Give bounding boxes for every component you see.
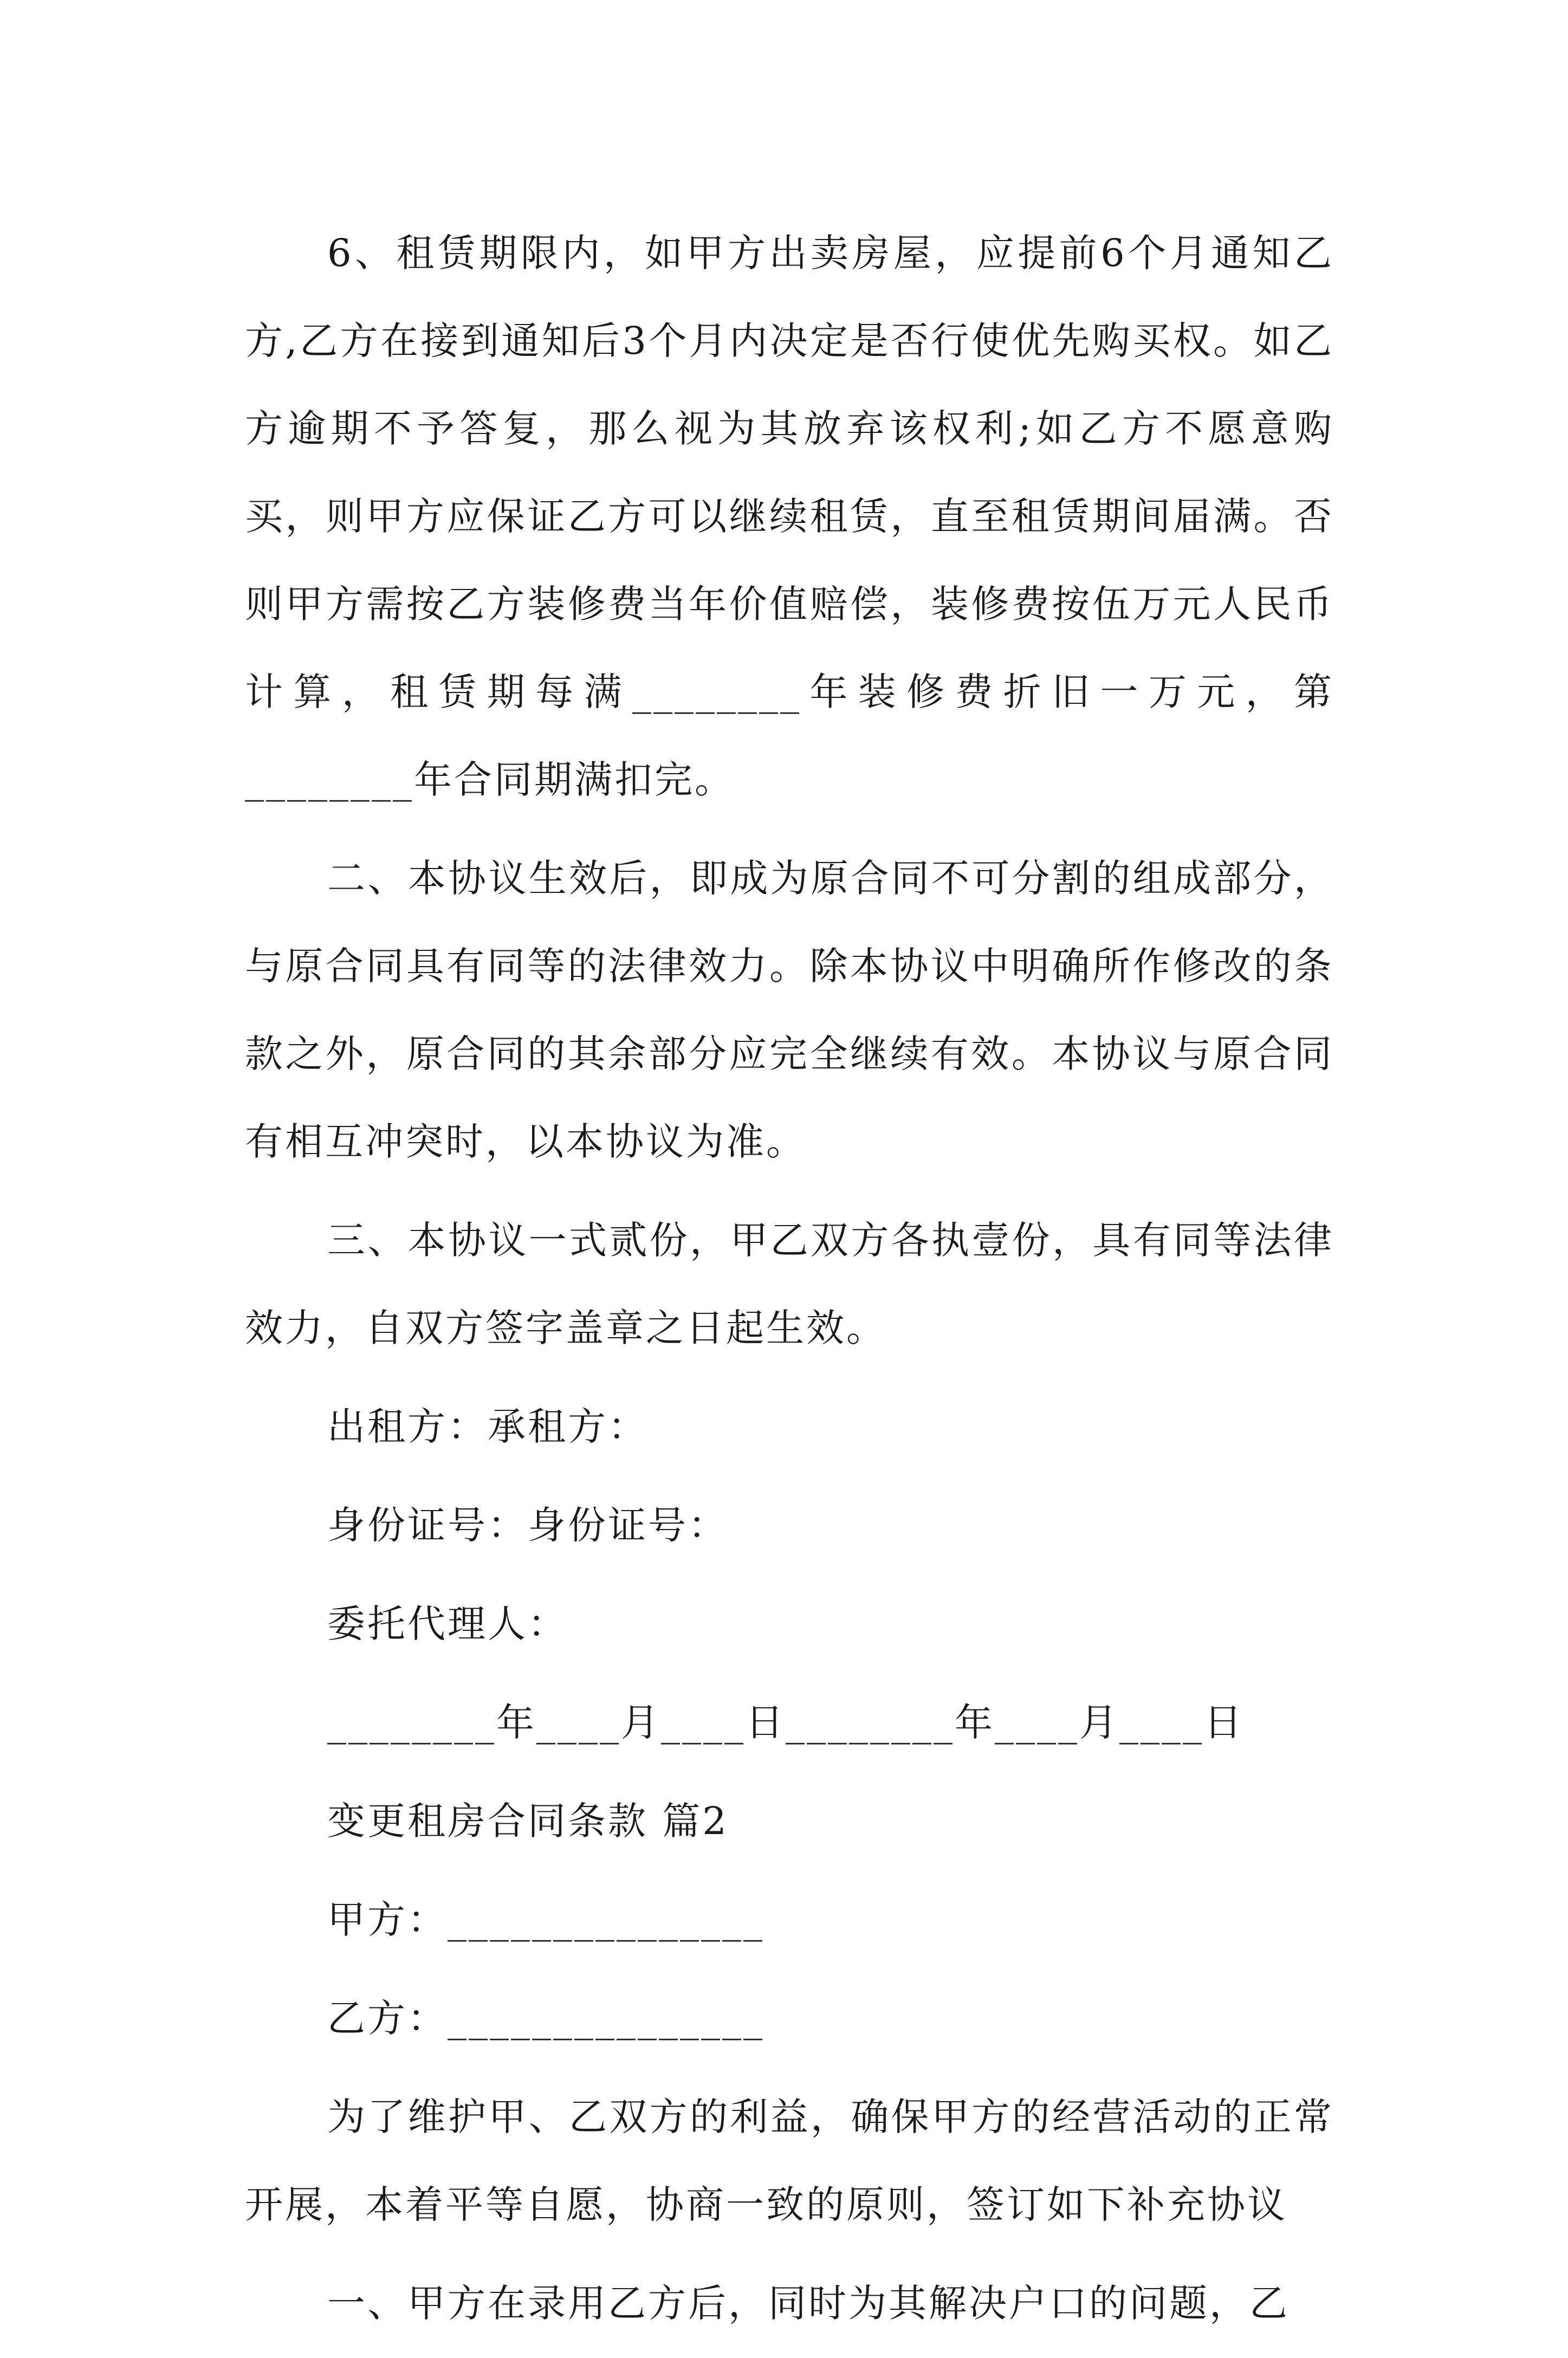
preamble-paragraph: 为了维护甲、乙双方的利益，确保甲方的经营活动的正常开展，本着平等自愿，协商一致的原则，签订如下补充协议 bbox=[245, 2095, 1334, 2227]
id-number-line: 身份证号：身份证号： bbox=[327, 1503, 728, 1547]
agent-line: 委托代理人： bbox=[327, 1602, 568, 1646]
clause-2-paragraph: 二、本协议生效后，即成为原合同不可分割的组成部分，与原合同具有同等的法律效力。除本协议中明确所作修改的条款之外，原合同的其余部分应完全继续有效。本协议与原合同有相互冲突时，以本协议为准。 bbox=[245, 856, 1334, 1164]
clause-6-paragraph: 6、租赁期限内，如甲方出卖房屋，应提前6个月通知乙方,乙方在接到通知后3个月内决定是否行使优先购买权。如乙方逾期不予答复，那么视为其放弃该权利;如乙方不愿意购买，则甲方应保证乙方可以继续租赁，直至租赁期间届满。否则甲方需按乙方装修费当年价值赔偿，装修费按伍万元人民币计算，租赁期每满________年装修费折旧一万元，第________年合同期满扣完。 bbox=[245, 231, 1334, 802]
party-a-line: 甲方：_______________ bbox=[327, 1897, 764, 1942]
party-b-line: 乙方：_______________ bbox=[327, 1996, 764, 2040]
document-page bbox=[245, 209, 1334, 2358]
date-line: ________年____月____日________年____月____日 bbox=[327, 1700, 1244, 1745]
clause-1-paragraph: 一、甲方在录用乙方后，同时为其解决户口的问题，乙 bbox=[327, 2281, 1290, 2325]
clause-3-paragraph: 三、本协议一式贰份，甲乙双方各执壹份，具有同等法律效力，自双方签字盖章之日起生效。 bbox=[245, 1218, 1334, 1350]
lessor-lessee-line: 出租方：承租方： bbox=[327, 1404, 648, 1449]
section-title: 变更租房合同条款 篇2 bbox=[327, 1799, 729, 1843]
